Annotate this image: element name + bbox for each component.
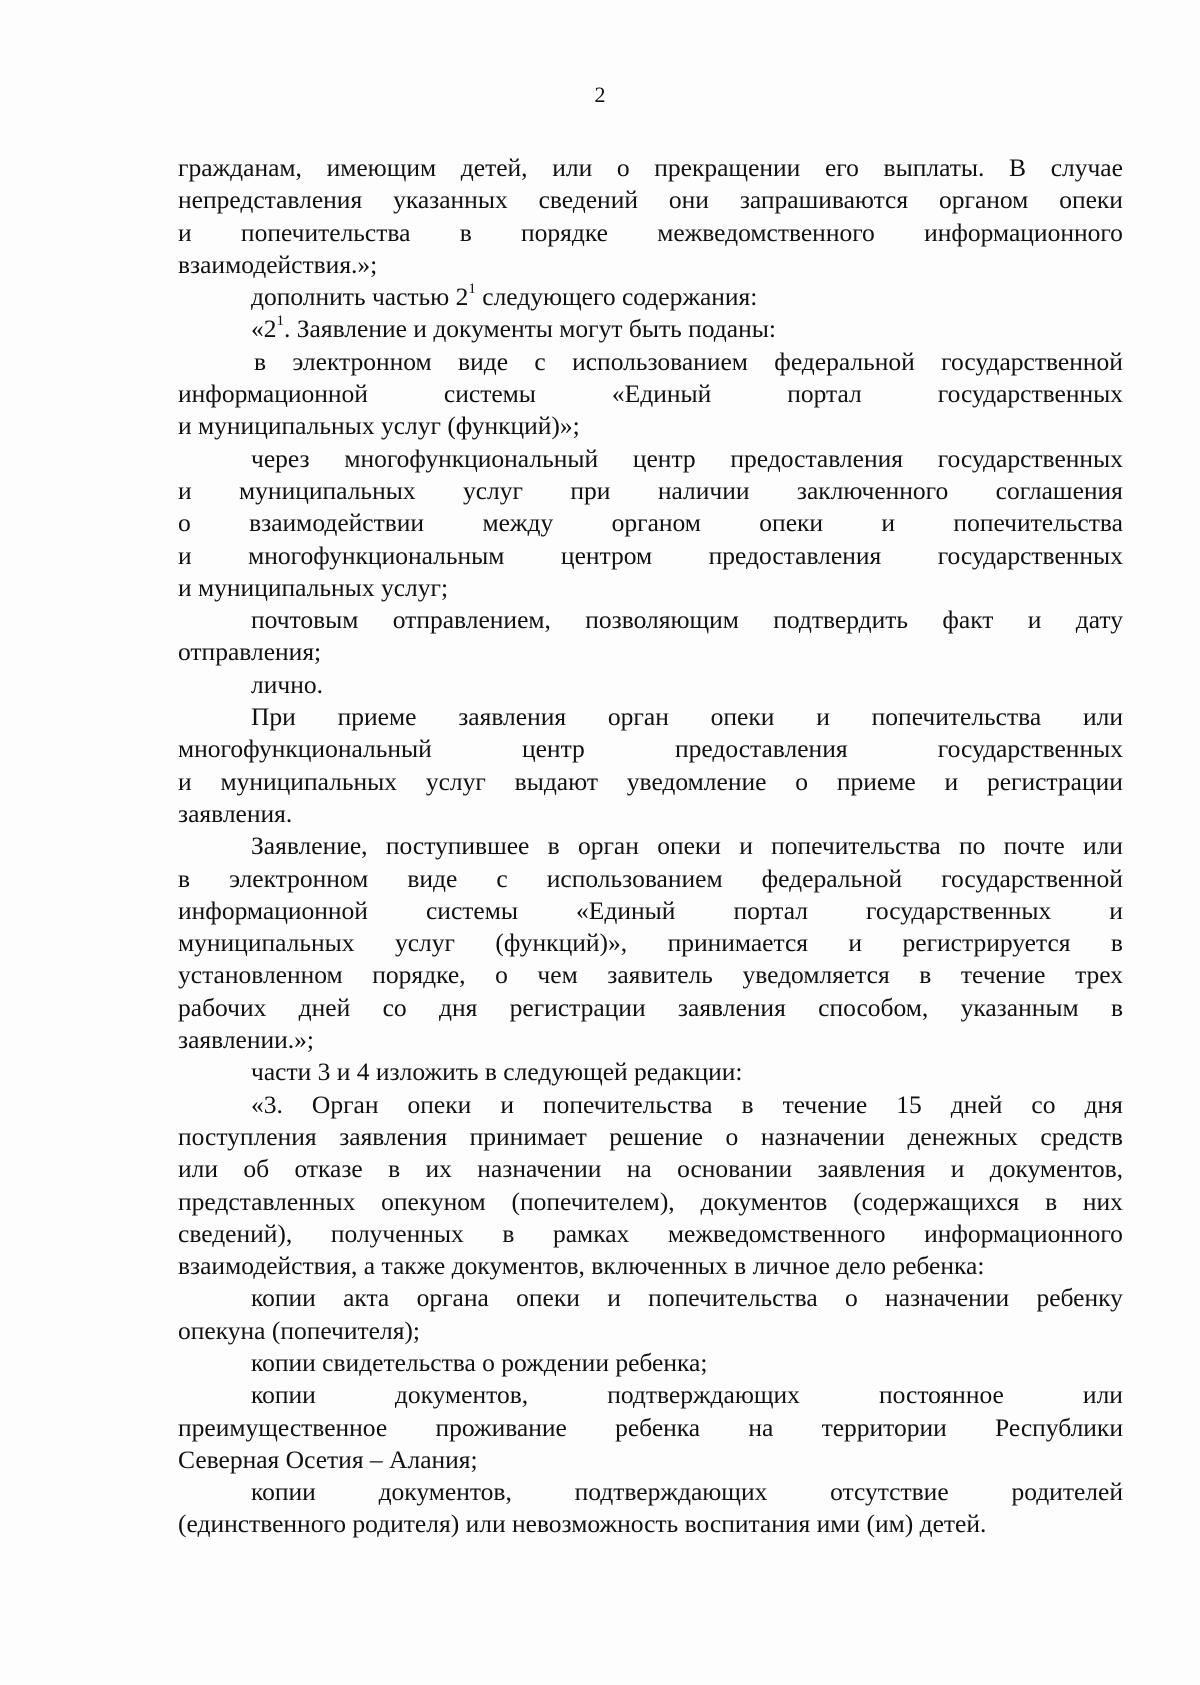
text-word: орган <box>607 702 669 732</box>
text-word: Северная Осетия – Алания; <box>178 1444 478 1474</box>
text-line <box>178 895 1123 927</box>
text-line <box>178 1444 1123 1476</box>
text-word: «$2^1$. Заявление и документы могут быть поданы: <box>251 313 776 344</box>
text-word: органом <box>611 508 701 538</box>
text-word: и <box>1109 895 1123 925</box>
text-word: запрашиваются <box>739 185 909 215</box>
text-word: услуг <box>462 475 523 505</box>
text-line <box>178 1186 1123 1218</box>
text-line <box>178 959 1123 991</box>
text-word: отказе <box>294 1154 363 1184</box>
text-word: документов, <box>378 1477 512 1507</box>
text-word: и <box>944 766 959 796</box>
text-word: заявления <box>817 1154 926 1184</box>
text-word: на <box>626 1154 652 1184</box>
text-word: федеральной <box>774 346 915 376</box>
text-word: способом, <box>818 992 929 1022</box>
text-word: представленных <box>178 1186 356 1216</box>
text-word: о <box>725 1121 739 1151</box>
text-word: Республики <box>995 1412 1123 1442</box>
text-word: портал <box>787 379 862 409</box>
text-word: дату <box>1075 605 1123 635</box>
text-word: факт <box>942 605 994 635</box>
text-word: дня <box>438 992 478 1022</box>
text-word: взаимодействия.»; <box>178 249 378 279</box>
text-word: о <box>178 508 191 538</box>
text-word: с <box>534 346 546 376</box>
text-word: опеки <box>759 508 824 538</box>
text-word: детей, <box>460 153 528 182</box>
text-word: дней <box>950 1089 1003 1119</box>
document-body <box>178 152 1123 1541</box>
text-word: государственных <box>937 540 1123 570</box>
text-word: порядке <box>521 217 608 247</box>
text-word: имеющим <box>326 153 437 182</box>
text-word: муниципальных <box>239 475 416 505</box>
text-line <box>178 1250 1123 1282</box>
text-word: межведомственного <box>657 217 875 247</box>
text-word: Орган <box>311 1089 379 1119</box>
text-word: попечительства <box>240 217 411 247</box>
text-line <box>178 1121 1123 1153</box>
text-line <box>178 1379 1123 1411</box>
text-word: федеральной <box>761 863 903 893</box>
text-line <box>178 217 1123 249</box>
text-word: поступившее <box>385 831 530 861</box>
text-word: и <box>607 1283 621 1313</box>
text-word: выдают <box>514 766 598 796</box>
text-word: в <box>1110 928 1123 958</box>
text-word: попечительства <box>953 508 1123 538</box>
text-line <box>178 249 1123 281</box>
text-line <box>178 733 1123 765</box>
text-word: Заявление, <box>251 831 368 861</box>
text-word: и <box>881 508 896 538</box>
text-word: регистрации <box>986 766 1123 796</box>
text-line <box>178 1024 1123 1056</box>
text-line <box>178 443 1123 475</box>
text-word: или <box>1082 702 1123 732</box>
text-word: и <box>178 540 192 570</box>
text-word: информационной <box>178 895 368 925</box>
text-word: денежных <box>907 1121 1018 1151</box>
text-word: его <box>824 153 859 182</box>
text-word: муниципальных <box>178 928 355 958</box>
text-word: уведомляется <box>742 960 890 990</box>
text-word: с <box>496 863 508 893</box>
text-line <box>178 1508 1123 1540</box>
text-word: подтверждающих <box>607 1380 800 1410</box>
text-word: и <box>500 1089 514 1119</box>
text-word: орган <box>577 831 639 861</box>
text-word: они <box>668 185 709 215</box>
text-word: через <box>251 443 310 473</box>
text-word: дня <box>1084 1089 1123 1119</box>
text-word: основании <box>677 1154 793 1184</box>
text-word: в <box>741 1089 754 1119</box>
text-word: услуг <box>394 928 455 958</box>
text-word: опеки <box>710 702 775 732</box>
text-word: и <box>739 831 753 861</box>
text-word: заявления. <box>178 798 293 828</box>
text-word: при <box>570 475 611 505</box>
text-word: государственных <box>937 379 1123 409</box>
text-word: опеки <box>407 1089 472 1119</box>
text-word: информационного <box>924 217 1123 247</box>
text-word: чем <box>537 960 578 990</box>
text-word: позволяющим <box>585 605 739 635</box>
text-word: в <box>388 1154 401 1184</box>
text-word: и <box>178 766 192 796</box>
text-word: и <box>816 702 830 732</box>
text-word: течение <box>782 1089 868 1119</box>
text-word: центром <box>560 540 653 570</box>
text-word: и <box>848 928 863 958</box>
text-line <box>178 830 1123 862</box>
text-line <box>178 1089 1123 1121</box>
text-line <box>178 1282 1123 1314</box>
text-word: о <box>495 960 508 990</box>
text-word: гражданам, <box>178 153 302 182</box>
text-word: дней <box>298 992 351 1022</box>
text-word: о <box>795 766 809 796</box>
text-word: опеки <box>516 1283 580 1313</box>
text-word: по <box>958 831 986 861</box>
text-word: многофункциональный <box>178 734 432 764</box>
text-word: приеме <box>337 702 417 732</box>
text-word: решение <box>609 1121 703 1151</box>
text-word: регистрируется <box>902 928 1071 958</box>
text-line <box>178 1153 1123 1185</box>
text-word: государственных <box>937 734 1123 764</box>
text-word: в <box>459 217 472 247</box>
text-word: многофункциональным <box>248 540 505 570</box>
text-word: попечительства <box>771 831 941 861</box>
text-word: «Единый <box>611 379 712 409</box>
text-word: межведомственного <box>667 1218 886 1248</box>
text-word: государственной <box>941 346 1123 376</box>
text-word: информационной <box>178 379 368 409</box>
text-word: 15 <box>896 1089 922 1119</box>
text-word: «3. <box>251 1089 283 1119</box>
text-word: заявлении.»; <box>178 1025 315 1055</box>
text-line <box>178 701 1123 733</box>
text-line <box>178 346 1123 378</box>
text-line <box>178 475 1123 507</box>
text-word: или <box>178 1154 219 1184</box>
text-word: услуг <box>425 766 486 796</box>
text-word: соглашения <box>995 475 1123 505</box>
text-word: попечительства <box>543 1089 713 1119</box>
text-line <box>178 927 1123 959</box>
text-word: почте <box>1003 831 1065 861</box>
text-word: взаимодействии <box>249 508 425 538</box>
text-word: системы <box>425 895 518 925</box>
text-line <box>178 540 1123 572</box>
text-word: отсутствие <box>830 1477 949 1507</box>
text-word: опекуна (попечителя); <box>178 1315 421 1345</box>
text-word: рабочих <box>178 992 267 1022</box>
text-word: регистрации <box>509 992 646 1022</box>
text-word: об <box>243 1154 270 1184</box>
text-word: (попечителем), <box>511 1186 675 1216</box>
text-line <box>178 798 1123 830</box>
text-word: заявления <box>339 1121 448 1151</box>
text-word: части 3 и 4 изложить в следующей редакции: <box>251 1057 743 1087</box>
text-word: портал <box>733 895 808 925</box>
text-line <box>178 1347 1123 1379</box>
text-line <box>178 604 1123 636</box>
text-word: почтовым <box>251 605 359 635</box>
text-word: указанных <box>393 185 508 215</box>
text-word: принимает <box>469 1121 587 1151</box>
text-word: и муниципальных услуг (функций)»; <box>178 411 580 441</box>
text-word: использованием <box>546 863 723 893</box>
text-word: и <box>950 1154 965 1184</box>
text-word: случае <box>1050 153 1123 182</box>
text-line <box>178 507 1123 539</box>
text-word: попечительства <box>648 1283 818 1313</box>
text-word: многофункциональный <box>344 443 599 473</box>
text-word: копии <box>251 1477 316 1507</box>
text-word: акта <box>343 1283 390 1313</box>
text-word: использованием <box>572 346 748 376</box>
text-word: принимается <box>667 928 808 958</box>
text-word: заявления <box>458 702 567 732</box>
text-word: предоставления <box>708 540 882 570</box>
text-word: уведомление <box>626 766 767 796</box>
text-word: копии <box>251 1380 316 1410</box>
text-word: системы <box>443 379 536 409</box>
text-word: попечительства <box>871 702 1042 732</box>
text-word: полученных <box>330 1218 464 1248</box>
text-word: и <box>178 217 192 247</box>
text-word: проживание <box>435 1412 567 1442</box>
text-word: со <box>1031 1089 1056 1119</box>
text-line <box>178 1476 1123 1508</box>
text-word: электронном <box>292 346 432 376</box>
text-word: прекращении <box>654 153 801 182</box>
text-line <box>178 572 1123 604</box>
text-word: заключенного <box>796 475 949 505</box>
text-line <box>178 152 1123 184</box>
text-word: назначении <box>885 1283 1010 1313</box>
page-number: 2 <box>594 82 606 107</box>
text-word: в <box>1110 992 1123 1022</box>
text-word: на <box>748 1412 774 1442</box>
text-word: виде <box>458 346 509 376</box>
text-word: в <box>254 346 267 376</box>
text-word: отправлением, <box>392 605 551 635</box>
text-word: лично. <box>251 669 323 699</box>
text-line <box>178 1056 1123 1088</box>
text-word: в <box>502 1218 515 1248</box>
text-word: трех <box>1075 960 1123 990</box>
text-line <box>178 636 1123 668</box>
text-line <box>178 669 1123 701</box>
text-line <box>178 313 1123 345</box>
text-line <box>178 184 1123 216</box>
text-word: ребенка <box>615 1412 701 1442</box>
text-line <box>178 1412 1123 1444</box>
text-word: взаимодействия, а также документов, включенных в личное дело ребенка: <box>178 1251 985 1281</box>
text-word: дополнить частью $2^1$ следующего содержания: <box>251 281 758 312</box>
text-word: В <box>1009 153 1027 182</box>
text-word: информационного <box>924 1218 1123 1248</box>
text-line <box>178 1218 1123 1250</box>
text-word: в <box>919 960 932 990</box>
text-word: органа <box>416 1283 489 1313</box>
text-word: опеки <box>657 831 721 861</box>
text-word: предоставления <box>674 734 848 764</box>
text-word: документов, <box>989 1154 1123 1184</box>
text-word: в <box>178 863 191 893</box>
text-line <box>178 281 1123 313</box>
text-word: отправления; <box>178 637 322 667</box>
text-word: назначении <box>760 1121 885 1151</box>
text-word: них <box>1082 1186 1123 1216</box>
text-word: государственной <box>941 863 1123 893</box>
text-word: или <box>1082 1380 1123 1410</box>
text-word: их <box>425 1154 452 1184</box>
text-word: документов, <box>394 1380 529 1410</box>
text-word: органом <box>938 185 1029 215</box>
text-word: государственных <box>866 895 1052 925</box>
text-line <box>178 410 1123 442</box>
text-word: копии <box>251 1283 316 1313</box>
text-word: о <box>616 153 630 182</box>
text-word: заявитель <box>607 960 713 990</box>
text-word: муниципальных <box>220 766 398 796</box>
text-line <box>178 766 1123 798</box>
text-word: в <box>547 831 560 861</box>
text-word: назначении <box>477 1154 602 1184</box>
text-line <box>178 1315 1123 1347</box>
text-word: сведений), <box>178 1218 293 1248</box>
text-word: (единственного родителя) или невозможность воспитания ими (им) детей. <box>178 1509 987 1539</box>
text-word: опекуном <box>381 1186 486 1216</box>
text-word: государственных <box>937 443 1123 473</box>
text-word: поступления <box>178 1121 317 1151</box>
text-word: указанным <box>960 992 1079 1022</box>
text-word: подтверждающих <box>574 1477 768 1507</box>
text-word: центр <box>521 734 585 764</box>
text-word: течение <box>960 960 1046 990</box>
text-word: сведений <box>538 185 639 215</box>
text-word: между <box>482 508 554 538</box>
text-word: или <box>1082 831 1123 861</box>
text-word: документов <box>700 1186 828 1216</box>
text-word: средств <box>1040 1121 1123 1151</box>
text-word: непредставления <box>178 185 363 215</box>
text-word: установленном <box>178 960 343 990</box>
text-line <box>178 378 1123 410</box>
text-word: рамках <box>552 1218 630 1248</box>
text-word: или <box>552 153 593 182</box>
text-word: и <box>1027 605 1042 635</box>
text-word: центр <box>632 443 696 473</box>
text-word: о <box>844 1283 858 1313</box>
text-word: постоянное <box>879 1380 1004 1410</box>
text-word: При <box>251 702 296 732</box>
text-word: и <box>178 475 192 505</box>
text-word: наличии <box>657 475 750 505</box>
text-word: территории <box>821 1412 947 1442</box>
text-word: виде <box>407 863 458 893</box>
text-word: (содержащихся <box>853 1186 1020 1216</box>
text-word: со <box>382 992 407 1022</box>
text-word: преимущественное <box>178 1412 388 1442</box>
text-word: «Единый <box>576 895 676 925</box>
text-word: подтвердить <box>773 605 909 635</box>
text-word: приеме <box>836 766 916 796</box>
text-word: порядке, <box>372 960 466 990</box>
text-word: (функций)», <box>495 928 628 958</box>
text-word: ребенку <box>1036 1283 1123 1313</box>
text-word: выплаты. <box>883 153 985 182</box>
text-word: заявления <box>677 992 786 1022</box>
text-word: опеки <box>1059 185 1123 215</box>
text-word: копии свидетельства о рождении ребенка; <box>251 1347 708 1377</box>
text-word: в <box>1045 1186 1058 1216</box>
text-line <box>178 863 1123 895</box>
text-line <box>178 992 1123 1024</box>
text-word: предоставления <box>730 443 903 473</box>
text-word: родителей <box>1011 1477 1123 1507</box>
text-word: и муниципальных услуг; <box>178 572 449 602</box>
text-word: электронном <box>229 863 369 893</box>
